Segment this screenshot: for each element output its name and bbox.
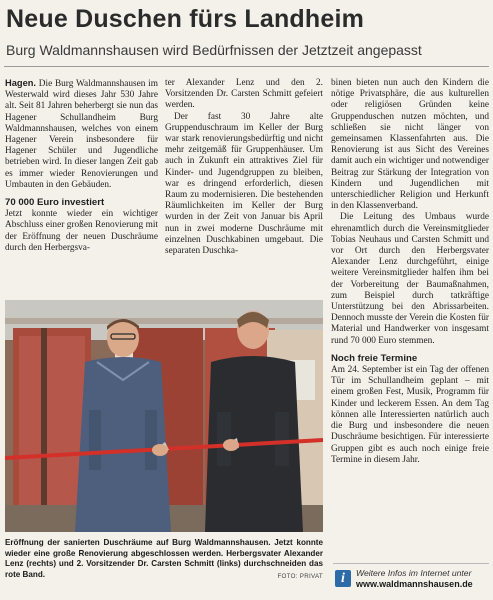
website-link[interactable]: www.waldmannshausen.de: [356, 579, 473, 589]
subheadline: Burg Waldmannshausen wird Bedürfnissen der Jetztzeit angepasst: [6, 42, 422, 58]
paragraph: Jetzt konnte wieder ein wichtiger Abschluss einer großen Renovierung mit der Eröffnung der neuen Duschräume durch den Herbergsva-: [5, 209, 158, 253]
section-heading-investment: 70 000 Euro investiert: [5, 197, 105, 209]
info-text: [356, 568, 490, 590]
header-divider: [4, 66, 489, 67]
article-column-1: [5, 78, 158, 254]
article-photo: [5, 300, 323, 532]
info-icon: i: [335, 570, 351, 587]
article-column-2: [165, 78, 323, 257]
paragraph: binen bieten nun auch den Kindern die nötige Privatsphäre, die aus kulturellen oder religiösen Gründen keine Gruppenduschen nutzen möchten, und schließen sie nicht länger von gemeinsamen Klassenfahrten aus. Die Renovierung ist aus Sicht des Vereines damit auch ein wichtiger und notwendiger Beitrag zur Stärkung der Integration von Kindern und Jugendlichen mit unterschiedlicher Religion und Herkunft in den Klassenverband.: [331, 78, 489, 212]
article-column-3: [331, 78, 489, 466]
caption-text: Eröffnung der sanierten Duschräume auf Burg Waldmannshausen. Jetzt konnte wieder eine große Renovierung abgeschlossen werden. Herbergsvater Alexander Lenz (rechts) und 2. Vorsitzender Dr. Carsten Schmitt (links) durchschneiden das rote Band.: [5, 538, 323, 579]
section-heading-dates: Noch freie Termine: [331, 352, 418, 364]
info-box: [333, 563, 489, 592]
info-label: Weitere Infos im Internet unter: [356, 568, 472, 578]
dateline: Hagen.: [5, 78, 36, 88]
headline: Neue Duschen fürs Landheim: [6, 5, 365, 33]
paragraph: Der fast 30 Jahre alte Gruppenduschraum im Keller der Burg war stark renovierungsbedürftig und nicht mehr zeitgemäß für Gruppenhäuser. Um auch in Zukunft ein attraktives Ziel für Kinder- und Jugendgruppen zu bleiben, war es dringend erforderlich, diesen Raum zu modernisieren. Die bestehenden Räumlichkeiten im Keller der Burg wurden in der Zeit von Januar bis April nun in zwei moderne Duschräume mit einzelnen Duschkabinen umgebaut. Die separaten Duschka-: [165, 111, 323, 257]
paragraph: Am 24. September ist ein Tag der offenen Tür im Schullandheim geplant – mit einem großen Fest, Musik, Programm für Kinder und leckerem Essen. An dem Tag können alle Interessierten natürlich auch die Burg und insbesondere die neuen Duschräume besichtigen. Für interessierte Gruppen gibt es auch noch einige freie Termine in diesem Jahr.: [331, 365, 489, 465]
paragraph: Die Leitung des Umbaus wurde ehrenamtlich durch die Vereinsmitglieder Tobias Neuhaus und Carsten Schmitt und vor Ort durch den Herbergsvater Alexander Lenz durchgeführt, einige weitere Vereinsmitglieder halfen ihm bei der Vorbereitung der Baumaßnahmen, zum Beispiel durch tatkräftige Unterstützung bei den Abrissarbeiten. Dennoch musste der Verein die Kosten für Material und Handwerker von insgesamt rund 70 000 Euro stemmen.: [331, 212, 489, 346]
photo-illustration: [5, 300, 323, 532]
paragraph: [5, 78, 158, 191]
paragraph-text: Die Burg Waldmannshausen im Westerwald wird dieses Jahr 530 Jahre alt. Seit 81 Jahren beherbergt sie nun das Hagener Schullandheim Burg Waldmannshausen, welches von einem Hagener Verein insbesondere für Hagener Schüler und Jugendliche betrieben wird. In dieser langen Zeit gab es immer wieder Renovierungen und Umbauten in den Gebäuden.: [5, 79, 158, 190]
photo-credit: FOTO: PRIVAT: [277, 572, 323, 580]
photo-caption: [5, 538, 323, 582]
paragraph: ter Alexander Lenz und den 2. Vorsitzenden Dr. Carsten Schmitt gefeiert werden.: [165, 78, 323, 111]
